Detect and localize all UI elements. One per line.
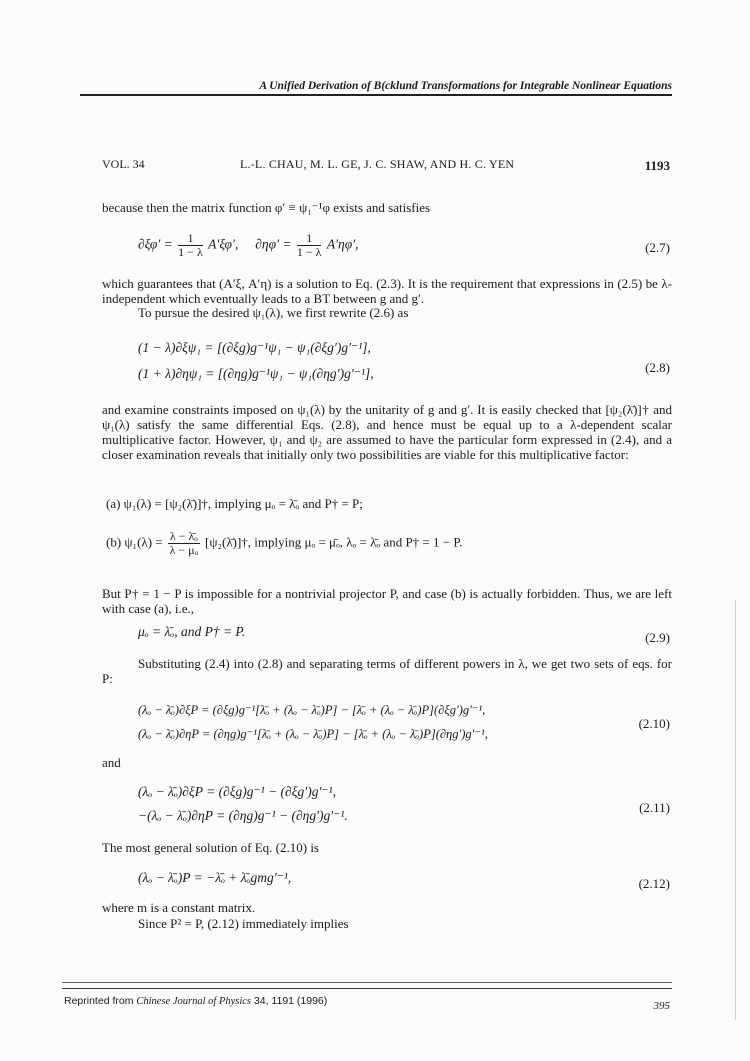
eq-2-7-rhs1: A′ξφ′, bbox=[208, 236, 239, 252]
eq-2-8-line-2: (1 + λ)∂ηψ₁ = [(∂ηg)g⁻¹ψ₁ − ψ₁(∂ηg′)g′⁻¹], bbox=[138, 366, 374, 381]
equation-2-9: μₒ = λ̄ₒ, and P† = P. bbox=[138, 624, 246, 639]
case-b bbox=[106, 530, 462, 557]
page-number: 1193 bbox=[644, 158, 670, 173]
case-b-fraction: $\frac{\text{λ − λ̄ₒ}}{\text{λ − μₒ}}$ bbox=[169, 529, 199, 557]
case-a: (a) ψ₁(λ) = [ψ₂(λ̄)]†, implying μₒ = λ̄ₒ and P† = P; bbox=[106, 496, 363, 511]
paragraph-9: Since P² = P, (2.12) immediately implies bbox=[138, 916, 349, 931]
paragraph-8: where m is a constant matrix. bbox=[102, 900, 256, 915]
eq-2-7-lhs2: ∂ηφ′ = bbox=[255, 236, 292, 252]
scan-edge-line bbox=[735, 600, 736, 1020]
eq-number-2-7: (2.7) bbox=[645, 240, 670, 255]
eq-number-2-11: (2.11) bbox=[639, 800, 670, 815]
eq-2-7-fraction-2: $\frac{1}{1 - \lambda}$ bbox=[296, 231, 322, 259]
paragraph-7: The most general solution of Eq. (2.10) is bbox=[102, 840, 319, 855]
case-b-rest: [ψ₂(λ̄)]†, implying μₒ = μ̄ₒ, λₒ = λ̄ₒ and P† = 1 − P. bbox=[205, 534, 463, 550]
paragraph-6: Substituting (2.4) into (2.8) and separating terms of different powers in λ, we get two sets of eqs. for P: bbox=[102, 656, 672, 686]
eq-number-2-12: (2.12) bbox=[638, 876, 670, 891]
running-head: A Unified Derivation of B(cklund Transformations for Integrable Nonlinear Equations bbox=[259, 80, 672, 92]
and-word: and bbox=[102, 755, 121, 770]
eq-2-10-line-2: (λₒ − λ̄ₒ)∂ηP = (∂ηg)g⁻¹[λ̄ₒ + (λₒ − λ̄ₒ)P] − [λ̄ₒ + (λₒ − λ̄ₒ)P](∂ηg′)g′⁻¹, bbox=[138, 727, 488, 741]
paragraph-2: which guarantees that (A′ξ, A′η) is a solution to Eq. (2.3). It is the requirement that expressions in (2.5) be λ-independent which eventually leads to a BT between g and g′. bbox=[102, 276, 672, 306]
eq-2-7-lhs1: ∂ξφ′ = bbox=[138, 236, 173, 252]
paragraph-5: But P† = 1 − P is impossible for a nontrivial projector P, and case (b) is actually forbidden. Thus, we are left with case (a), i.e., bbox=[102, 586, 672, 616]
footer-page-number: 395 bbox=[653, 1000, 670, 1012]
eq-2-7-rhs2: A′ηφ′, bbox=[326, 236, 359, 252]
equation-2-12: (λₒ − λ̄ₒ)P = −λ̄ₒ + λ̄ₒgmg′⁻¹, bbox=[138, 870, 292, 885]
footer-rule bbox=[62, 988, 672, 989]
equation-2-7 bbox=[138, 232, 359, 259]
eq-2-10-line-1: (λₒ − λ̄ₒ)∂ξP = (∂ξg)g⁻¹[λ̄ₒ + (λₒ − λ̄ₒ)P] − [λ̄ₒ + (λₒ − λ̄ₒ)P](∂ξg′)g′⁻¹, bbox=[138, 703, 486, 717]
footer-rule-top bbox=[62, 982, 672, 983]
eq-2-11-line-1: (λₒ − λ̄ₒ)∂ξP = (∂ξg)g⁻¹ − (∂ξg′)g′⁻¹, bbox=[138, 784, 336, 799]
paragraph-3: To pursue the desired ψ₁(λ), we first rewrite (2.6) as bbox=[138, 305, 409, 320]
eq-number-2-8: (2.8) bbox=[645, 360, 670, 375]
footer-citation: Reprinted from Chinese Journal of Physics 34, 1191 (1996) bbox=[64, 995, 328, 1007]
eq-2-8-line-1: (1 − λ)∂ξψ₁ = [(∂ξg)g⁻¹ψ₁ − ψ₁(∂ξg′)g′⁻¹], bbox=[138, 340, 371, 355]
eq-2-7-fraction-1: $\frac{1}{1 - \lambda}$ bbox=[178, 231, 203, 259]
header-rule bbox=[80, 94, 672, 96]
eq-number-2-10: (2.10) bbox=[638, 716, 670, 731]
paragraph-4: and examine constraints imposed on ψ₁(λ) by the unitarity of g and g′. It is easily checked that [ψ₂(λ̄)]† and ψ₁(λ) satisfy the same differential Eqs. (2.8), and hence must be equal up to a λ-dependent scalar multiplicative factor. However, ψ₁ and ψ₂ are assumed to have the particular form expressed in (2.4), and a closer examination reveals that initially only two possibilities are viable for this multiplicative factor: bbox=[102, 402, 672, 462]
volume-label: VOL. 34 bbox=[102, 157, 145, 171]
eq-number-2-9: (2.9) bbox=[645, 630, 670, 645]
eq-2-11-line-2: −(λₒ − λ̄ₒ)∂ηP = (∂ηg)g⁻¹ − (∂ηg′)g′⁻¹. bbox=[138, 808, 348, 823]
paragraph-1: because then the matrix function φ′ ≡ ψ₁⁻¹φ exists and satisfies bbox=[102, 200, 431, 215]
authors-line: L.-L. CHAU, M. L. GE, J. C. SHAW, AND H. C. YEN bbox=[240, 157, 515, 171]
case-b-label: (b) ψ₁(λ) = bbox=[106, 534, 163, 550]
